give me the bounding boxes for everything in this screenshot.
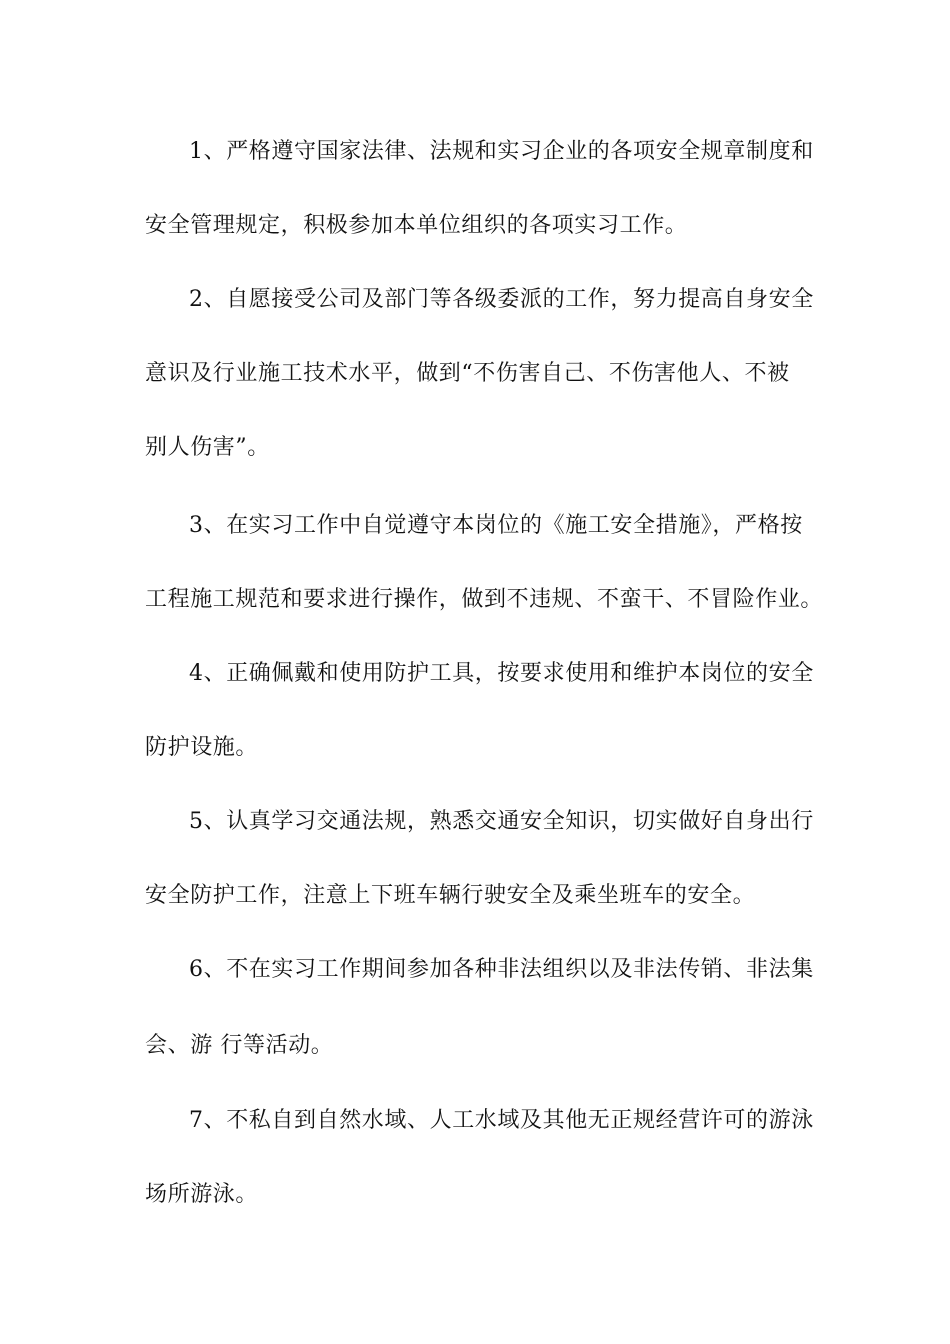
rule-6-line-1: 6、不在实习工作期间参加各种非法组织以及非法传销、非法集	[189, 957, 814, 982]
rule-5-line-1: 5、认真学习交通法规，熟悉交通安全知识，切实做好自身出行	[189, 809, 814, 834]
rule-5-line-2: 安全防护工作，注意上下班车辆行驶安全及乘坐班车的安全。	[145, 883, 756, 908]
rule-2-line-2: 意识及行业施工技术水平，做到“不伤害自己、不伤害他人、不被	[145, 361, 790, 386]
rule-2-line-1: 2、自愿接受公司及部门等各级委派的工作，努力提高自身安全	[189, 287, 814, 312]
rule-3-line-1: 3、在实习工作中自觉遵守本岗位的《施工安全措施》，严格按	[189, 513, 803, 538]
rule-4-line-2: 防护设施。	[145, 735, 259, 760]
rule-1-line-1: 1、严格遵守国家法律、法规和实习企业的各项安全规章制度和	[189, 139, 814, 164]
rule-7-line-2: 场所游泳。	[145, 1182, 259, 1207]
rule-4-line-1: 4、正确佩戴和使用防护工具，按要求使用和维护本岗位的安全	[189, 661, 814, 686]
rule-2-line-3: 别人伤害”。	[145, 435, 270, 460]
rule-3-line-2: 工程施工规范和要求进行操作，做到不违规、不蛮干、不冒险作业。	[145, 587, 824, 612]
rule-7-line-1: 7、不私自到自然水域、人工水域及其他无正规经营许可的游泳	[189, 1108, 814, 1133]
rule-6-line-2: 会、游 行等活动。	[145, 1033, 334, 1058]
rule-1-line-2: 安全管理规定，积极参加本单位组织的各项实习工作。	[145, 213, 688, 238]
